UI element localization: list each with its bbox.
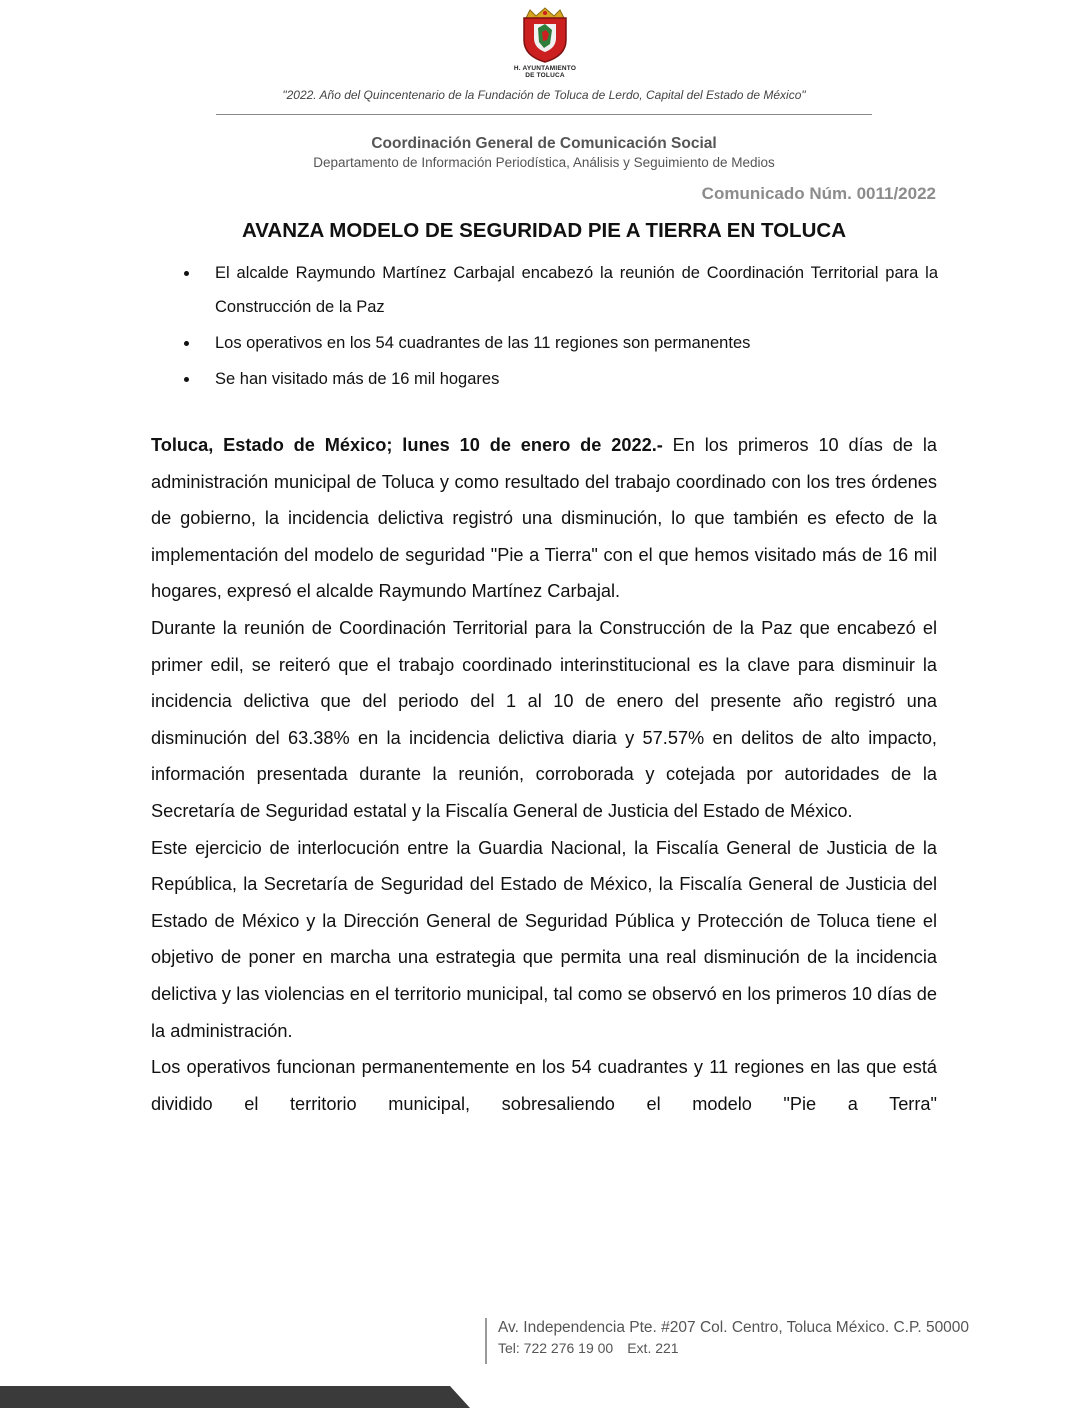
- coat-of-arms-icon: [516, 6, 574, 64]
- department-title: Coordinación General de Comunicación Social: [371, 135, 717, 152]
- paragraph: Los operativos funcionan permanentemente en los 54 cuadrantes y 11 regiones en las que está dividido el territorio municipal, sobresaliendo el modelo "Pie a Terra": [151, 1057, 937, 1114]
- dateline: Toluca, Estado de México; lunes 10 de enero de 2022.-: [151, 435, 663, 455]
- logo-caption-line1: H. AYUNTAMIENTO: [513, 65, 577, 72]
- phone-number: Tel: 722 276 19 00: [498, 1340, 614, 1356]
- bullet-item: [180, 326, 938, 360]
- bullet-text: El alcalde Raymundo Martínez Carbajal encabezó la reunión de Coordinación Territorial para la Construcción de la Paz: [215, 264, 938, 316]
- bullet-item: [180, 362, 938, 396]
- motto: "2022. Año del Quincentenario de la Fundación de Toluca de Lerdo, Capital del Estado de México": [282, 88, 806, 102]
- article-body: [151, 427, 937, 1122]
- footer-phone: [498, 1340, 679, 1356]
- bullet-dot-icon: [184, 377, 189, 382]
- comunicado-number: Comunicado Núm. 0011/2022: [701, 184, 936, 203]
- header-divider: [216, 114, 872, 115]
- phone-extension: Ext. 221: [627, 1340, 679, 1356]
- department-subtitle: Departamento de Información Periodística, Análisis y Seguimiento de Medios: [313, 155, 775, 170]
- bullet-text: Se han visitado más de 16 mil hogares: [215, 370, 500, 388]
- bullet-text: Los operativos en los 54 cuadrantes de las 11 regiones son permanentes: [215, 334, 751, 352]
- bullet-dot-icon: [184, 271, 189, 276]
- logo-caption-line2: DE TOLUCA: [525, 72, 565, 79]
- toluca-logo: [500, 6, 590, 79]
- summary-bullets: [180, 256, 938, 396]
- bullet-dot-icon: [184, 341, 189, 346]
- paragraph: Este ejercicio de interlocución entre la Guardia Nacional, la Fiscalía General de Justicia de la República, la Secretaría de Seguridad del Estado de México, la Fiscalía General de Justicia del Estado de México y la Dirección General de Seguridad Pública y Protección de Toluca tiene el objetivo de poner en marcha una estrategia que permita una real disminución de la incidencia delictiva y las violencias en el territorio municipal, tal como se observó en los primeros 10 días de la administración.: [151, 837, 937, 1041]
- headline: AVANZA MODELO DE SEGURIDAD PIE A TIERRA EN TOLUCA: [241, 219, 846, 242]
- footer-band: [0, 1386, 1088, 1408]
- paragraph-text: En los primeros 10 días de la administración municipal de Toluca y como resultado del trabajo coordinado con los tres órdenes de gobierno, la incidencia delictiva registró una disminución, lo que también es efecto de la implementación del modelo de seguridad "Pie a Tierra" con el que hemos visitado más de 16 mil hogares, expresó el alcalde Raymundo Martínez Carbajal.: [151, 435, 937, 602]
- footer-address: Av. Independencia Pte. #207 Col. Centro, Toluca México. C.P. 50000: [498, 1319, 970, 1336]
- paragraph: Durante la reunión de Coordinación Territorial para la Construcción de la Paz que encabezó el primer edil, se reiteró que el trabajo coordinado interinstitucional es la clave para disminuir la incidencia delictiva que del periodo del 1 al 10 de enero del presente año registró una disminución del 63.38% en la incidencia delictiva diaria y 57.57% en delitos de alto impacto, información presentada durante la reunión, corroborada y cotejada por autoridades de la Secretaría de Seguridad estatal y la Fiscalía General de Justicia del Estado de México.: [151, 617, 937, 821]
- paragraph: [151, 427, 937, 610]
- bullet-item: [180, 256, 938, 324]
- footer-divider: [485, 1318, 487, 1364]
